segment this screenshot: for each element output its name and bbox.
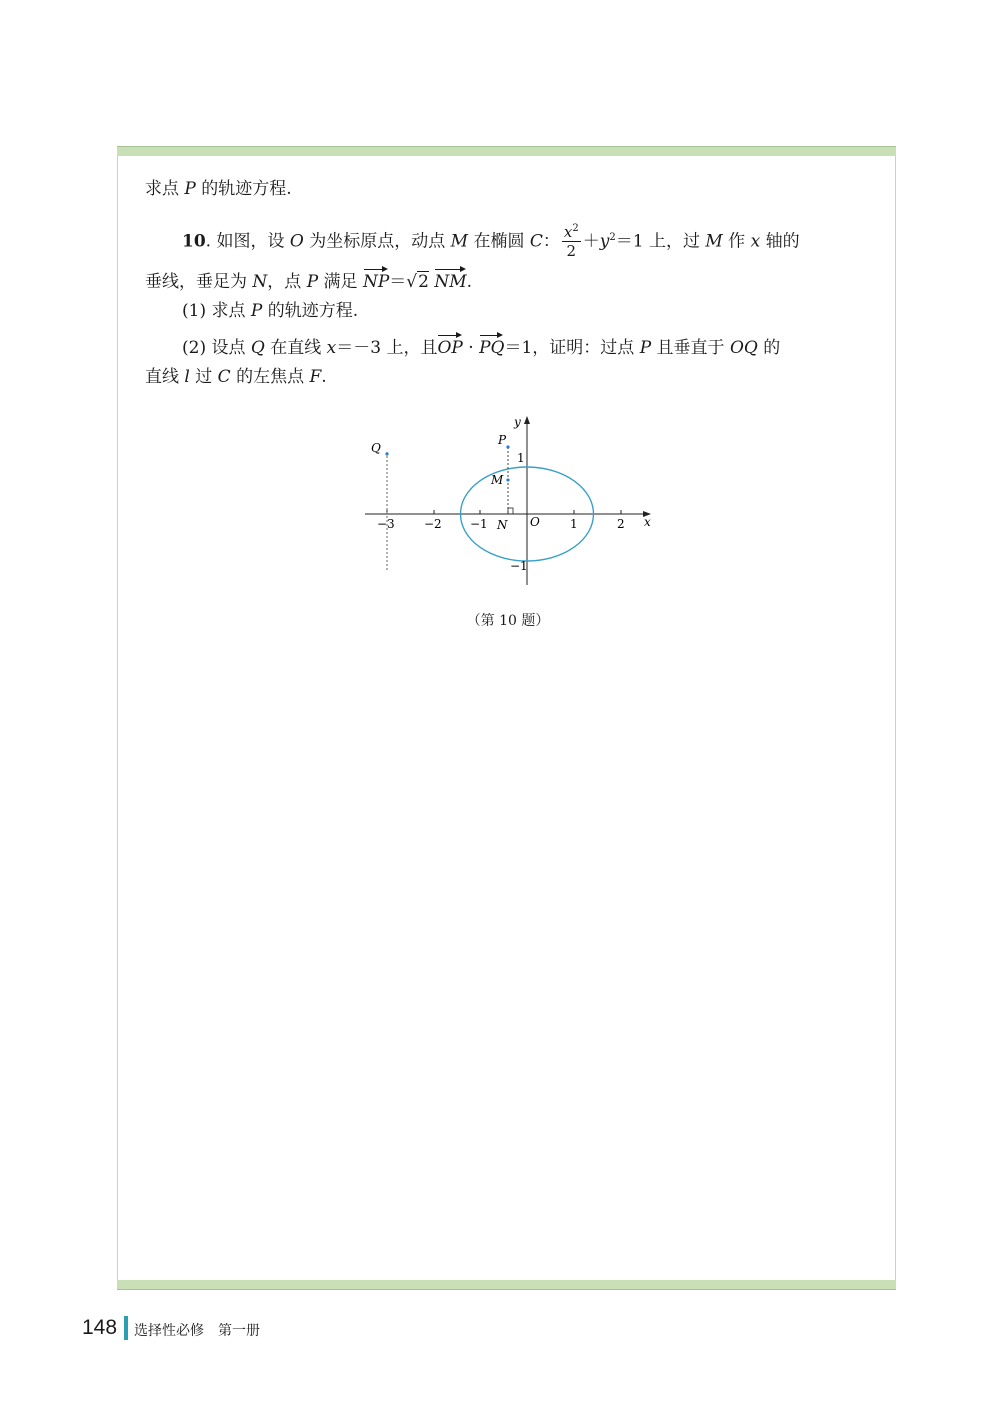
vector-NP: NP xyxy=(363,266,389,294)
var-N: N xyxy=(252,272,268,292)
text: . xyxy=(466,272,473,292)
vector-NM: NM xyxy=(434,266,466,294)
label-N: N xyxy=(497,518,508,532)
text: ： xyxy=(542,231,560,252)
bottom-band xyxy=(117,1280,896,1290)
label-P: P xyxy=(498,433,507,447)
var-l: l xyxy=(184,367,190,387)
text: 在椭圆 xyxy=(468,231,530,252)
text: 的 xyxy=(757,338,781,358)
point-M xyxy=(506,478,509,481)
var-Q: Q xyxy=(250,338,265,358)
sqrt-2 xyxy=(406,270,429,294)
text: 且垂直于 xyxy=(651,338,730,358)
right-angle-mark xyxy=(508,508,513,514)
problem9-tail xyxy=(145,177,870,201)
text: 直线 xyxy=(145,367,185,387)
text: 求点 xyxy=(145,179,185,199)
origin-label: O xyxy=(530,515,540,529)
problem10-line1 xyxy=(182,222,907,262)
var-M: M xyxy=(450,231,469,252)
book-title: 选择性必修 第一册 xyxy=(134,1322,260,1338)
var-P: P xyxy=(184,179,196,199)
figure-caption: （第 10 题） xyxy=(466,613,550,629)
vector-OP: OP xyxy=(437,332,462,360)
ellipse-figure xyxy=(360,412,660,592)
tick-label-1: 1 xyxy=(570,517,578,531)
text: ＝1 上，过 xyxy=(615,231,706,252)
text: 作 xyxy=(722,231,751,252)
point-Q xyxy=(385,452,388,455)
var-x: x xyxy=(750,231,761,252)
var-P: P xyxy=(306,272,319,292)
sqrt-symbol: √ xyxy=(406,272,418,292)
problem10-part2-line1 xyxy=(182,332,907,360)
text: ，点 xyxy=(267,272,307,292)
text: 垂线，垂足为 xyxy=(145,272,253,292)
text: ＝－3 上，且 xyxy=(336,338,438,358)
tick-label-y1: 1 xyxy=(517,451,525,465)
y-axis-label: y xyxy=(514,415,521,429)
var-OQ: OQ xyxy=(729,338,758,358)
label-Q: Q xyxy=(371,441,381,455)
dot-operator: · xyxy=(462,338,480,358)
superscript: 2 xyxy=(572,223,579,234)
text: (1) 求点 xyxy=(182,301,251,321)
footer-bar xyxy=(124,1316,128,1340)
frac-numerator: x xyxy=(563,223,573,241)
superscript: 2 xyxy=(609,231,616,243)
text: (2) 设点 xyxy=(182,338,251,358)
text: 满足 xyxy=(318,272,363,292)
fraction-x2-over-2 xyxy=(562,220,581,260)
var-P: P xyxy=(639,338,652,358)
tick-label-yneg1: −1 xyxy=(510,559,528,573)
var-O: O xyxy=(289,231,304,252)
frac-denominator: 2 xyxy=(566,242,577,260)
var-C: C xyxy=(529,231,543,252)
x-axis-label: x xyxy=(644,515,651,529)
page-number: 148 xyxy=(82,1316,118,1339)
var-P: P xyxy=(250,301,263,321)
x-tick-marks xyxy=(387,510,621,514)
var-x: x xyxy=(326,338,337,358)
text: 的轨迹方程. xyxy=(195,179,292,199)
text: ＝ xyxy=(389,272,407,292)
tick-label-neg1: −1 xyxy=(470,517,488,531)
var-M: M xyxy=(705,231,723,252)
text: 的轨迹方程. xyxy=(262,301,359,321)
problem-number: 10 xyxy=(182,231,206,252)
problem10-line2 xyxy=(145,266,870,294)
vector-PQ: PQ xyxy=(479,332,504,360)
label-M: M xyxy=(491,473,504,487)
var-F: F xyxy=(309,367,322,387)
var-C: C xyxy=(217,367,231,387)
text: 为坐标原点，动点 xyxy=(303,231,451,252)
text: ＝1，证明：过点 xyxy=(504,338,640,358)
text: . 如图，设 xyxy=(205,231,290,252)
problem10-part2-line2 xyxy=(145,365,870,389)
problem10-part1 xyxy=(182,299,907,323)
top-band xyxy=(117,146,896,156)
text: 轴的 xyxy=(760,231,800,252)
text: ＋ xyxy=(582,231,600,252)
tick-label-neg3: −3 xyxy=(377,517,395,531)
radicand: 2 xyxy=(418,272,429,292)
text: . xyxy=(321,367,327,387)
point-P xyxy=(506,445,509,448)
text: 在直线 xyxy=(264,338,327,358)
tick-label-2: 2 xyxy=(617,517,625,531)
text: 的左焦点 xyxy=(230,367,310,387)
text: 过 xyxy=(189,367,218,387)
tick-label-neg2: −2 xyxy=(424,517,442,531)
var-y: y xyxy=(599,231,610,252)
